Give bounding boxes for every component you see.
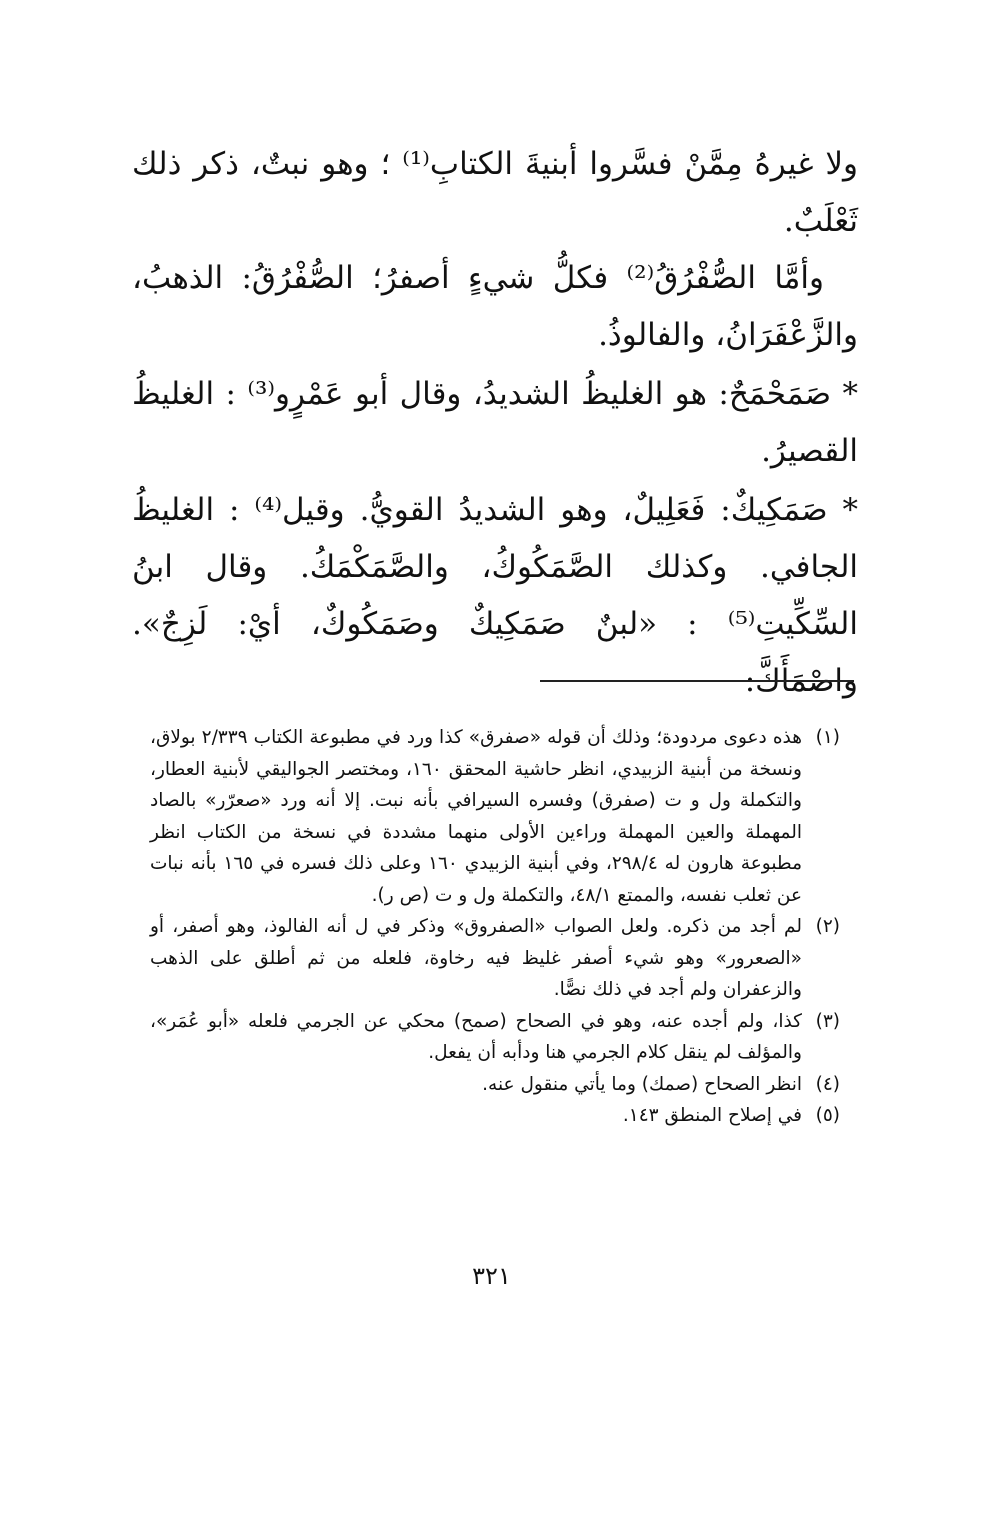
body-paragraph-4: * صَمَكِيكٌ: فَعَلِيلٌ، وهو الشديدُ القويُّ. وقيل⁽⁴⁾ : الغليظُ الجافي. وكذلك الصَّمَكُوكُ، والصَّمَكْمَكُ. وقال ابنُ السِّكِّيتِ⁽⁵⁾ : «لبنٌ صَمَكِيكٌ وصَمَكُوكٌ، أيْ: لَزِجٌ». واصْمَأَكَّ: bbox=[132, 492, 858, 699]
footnote-number: (٥) bbox=[815, 1105, 840, 1126]
footnote-number: (٤) bbox=[815, 1073, 840, 1095]
footnote-5 bbox=[150, 1100, 840, 1132]
footnote-text: هذه دعوى مردودة؛ وذلك أن قوله «صفرق» كذا ورد في مطبوعة الكتاب ٢/٣٣٩ بولاق، ونسخة من أبنية الزبيدي، انظر حاشية المحقق ١٦٠، ومختصر الجواليقي لأبنية العطار، والتكملة ول و ت (صفرق) وفسره السيرافي بأنه نبت. إلا أنه ورد «صعرّر» بالصاد المهملة والعين المهملة وراءين الأولى منهما مشددة في نسخة من الكتاب انظر مطبوعة هارون له ٢٩٨/٤، وفي أبنية الزبيدي ١٦٠ وعلى ذلك فسره في ١٦٥ بأنه نبات عن ثعلب نفسه، والممتع ٤٨/١، والتكملة ول و ت (ص ر). bbox=[150, 727, 802, 906]
footnote-text: في إصلاح المنطق ١٤٣. bbox=[622, 1105, 802, 1126]
body-paragraph-3: * صَمَحْمَحٌ: هو الغليظُ الشديدُ، وقال أبو عَمْرٍو⁽³⁾ : الغليظُ القصيرُ. bbox=[132, 376, 858, 469]
footnote-separator bbox=[540, 680, 854, 682]
footnote-2 bbox=[150, 911, 840, 1006]
footnote-number: (٢) bbox=[815, 916, 840, 937]
footnote-text: لم أجد من ذكره. ولعل الصواب «الصفروق» وذكر في ل أنه الفالوذ، وهو أصفر، أو «الصعرور» وهو شيء أصفر غليظ فيه رخاوة، فلعله من ثم أطلق على الذهب والزعفران ولم أجد في ذلك نصًّا. bbox=[150, 916, 802, 1000]
footnote-4 bbox=[150, 1069, 840, 1101]
footnote-text: انظر الصحاح (صمك) وما يأتي منقول عنه. bbox=[482, 1073, 802, 1095]
page-number: ٣٢١ bbox=[472, 1262, 511, 1290]
body-paragraph-2: وأمَّا الصُّفْرُقُ⁽²⁾ فكلُّ شيءٍ أصفرُ؛ الصُّفْرُقُ: الذهبُ، والزَّعْفَرَانُ، والفالوذُ. bbox=[132, 260, 858, 353]
footnote-1 bbox=[150, 722, 840, 911]
footnote-3 bbox=[150, 1006, 840, 1069]
body-paragraph-1: ولا غيرهُ مِمَّنْ فسَّروا أبنيةَ الكتابِ⁽¹⁾ ؛ وهو نبتٌ، ذكر ذلك ثَعْلَبٌ. bbox=[132, 146, 859, 239]
footnote-number: (٣) bbox=[815, 1010, 840, 1032]
footnotes bbox=[150, 722, 840, 1132]
footnote-number: (١) bbox=[815, 727, 840, 748]
footnote-text: كذا، ولم أجده عنه، وهو في الصحاح (صمح) محكي عن الجرمي فلعله «أبو عُمَر»، والمؤلف لم ينقل كلام الجرمي هنا ودأبه أن يفعل. bbox=[150, 1010, 802, 1063]
